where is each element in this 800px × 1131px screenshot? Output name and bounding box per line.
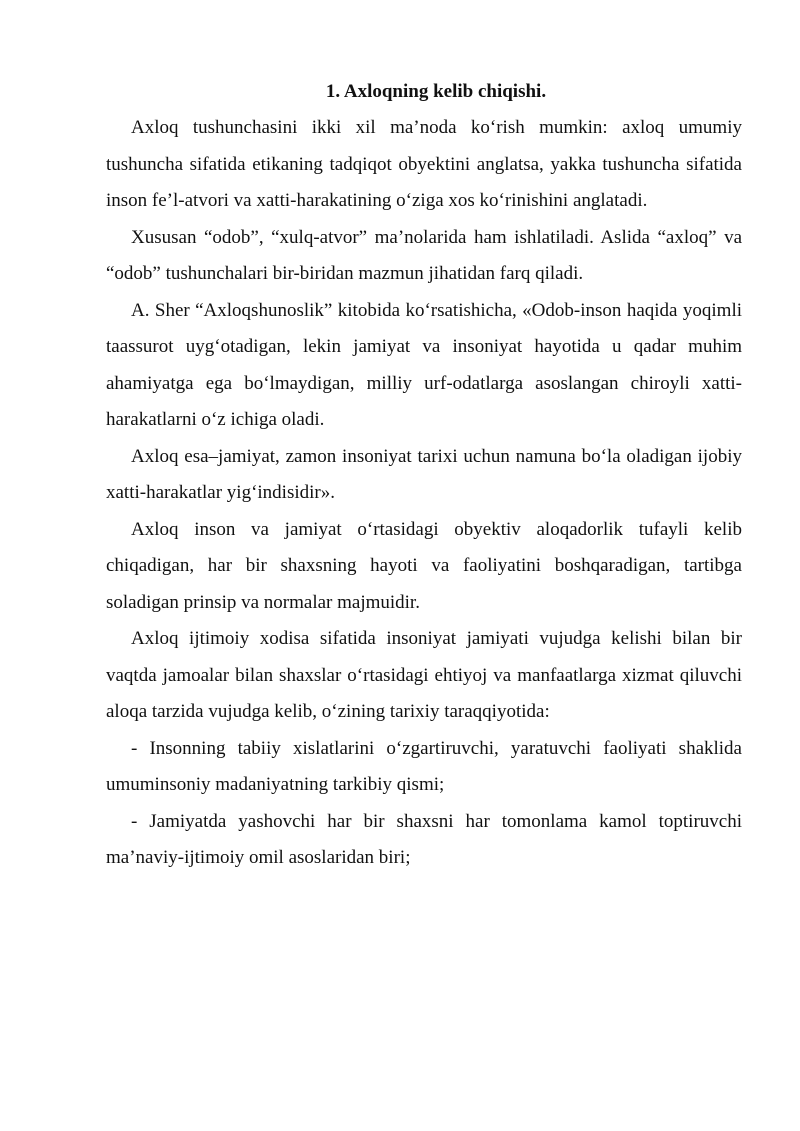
paragraph-axloq-definition: Axloq tushunchasini ikki xil ma’noda ko‘rish mumkin: axloq umumiy tushuncha sifatida etikaning tadqiqot obyektini anglatsa, yakka tushuncha sifatida inson fe’l-atvori va xatti-harakatining o‘ziga xos ko‘rinishini anglatadi. <box>106 117 742 211</box>
section-heading: 1. Axloqning kelib chiqishi. <box>325 81 547 102</box>
list-item-culture: - Insonning tabiiy xislatlarini o‘zgartiruvchi, yaratuvchi faoliyati shaklida umuminsoniy madaniyatning tarkibiy qismi; <box>106 737 742 795</box>
document-page <box>106 74 742 877</box>
paragraph-sher-quote: A. Sher “Axloqshunoslik” kitobida ko‘rsatishicha, «Odob-inson haqida yoqimli taassurot uyg‘otadigan, lekin jamiyat va insoniyat hayotida u qadar muhim ahamiyatga ega bo‘lmaydigan, milliy urf-odatlarga asoslangan chiroyli xatti-harakatlarni o‘z ichiga oladi. <box>106 299 742 430</box>
paragraph-axloq-social-phenomenon: Axloq ijtimoiy xodisa sifatida insoniyat jamiyati vujudga kelishi bilan bir vaqtda jamoalar bilan shaxslar o‘rtasidagi ehtiyoj va manfaatlarga xizmat qiluvchi aloqa tarzida vujudga kelib, o‘zining tarixiy taraqqiyotida: <box>106 628 742 722</box>
paragraph-odob-meaning: Xususan “odob”, “xulq-atvor” ma’nolarida ham ishlatiladi. Aslida “axloq” va “odob” tushunchalari bir-biridan mazmun jihatidan farq qiladi. <box>106 226 742 284</box>
list-item-development: - Jamiyatda yashovchi har bir shaxsni har tomonlama kamol toptiruvchi ma’naviy-ijtimoiy omil asoslaridan biri; <box>106 810 742 868</box>
paragraph-axloq-norms: Axloq inson va jamiyat o‘rtasidagi obyektiv aloqadorlik tufayli kelib chiqadigan, har bir shaxsning hayoti va faoliyatini boshqaradigan, tartibga soladigan prinsip va normalar majmuidir. <box>106 518 742 613</box>
paragraph-axloq-society: Axloq esa–jamiyat, zamon insoniyat tarixi uchun namuna bo‘la oladigan ijobiy xatti-harakatlar yig‘indisidir». <box>106 445 742 503</box>
